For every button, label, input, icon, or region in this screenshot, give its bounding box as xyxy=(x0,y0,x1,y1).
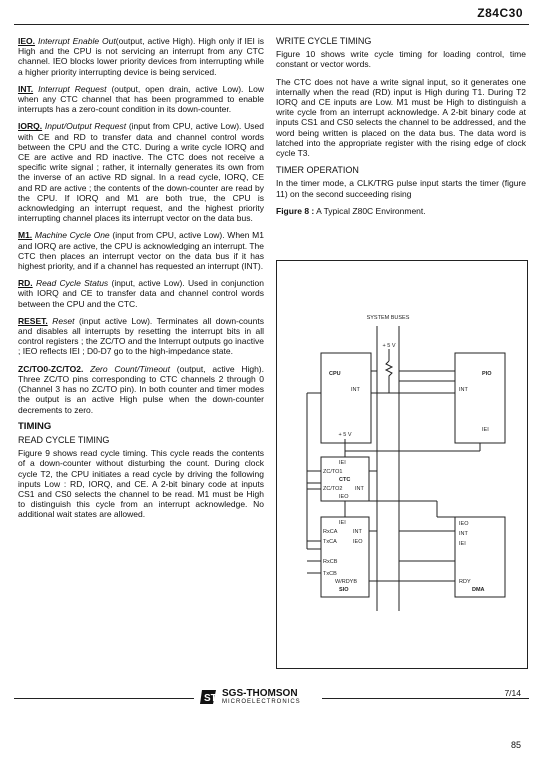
ctc-int-label: INT xyxy=(355,486,364,492)
company-logo xyxy=(200,688,330,712)
header-rule xyxy=(14,24,529,25)
write-cycle-p2: The CTC does not have a write signal input, so it generates one internally when the read (RD) input is High during T1. During T2 IORQ and CE inputs are Low. M1 must be High to distinguish a write cycle from an interrupt acknowledge. A 2-bit binary code at inputs CS1 and CS0 selects the channel to be addressed, and the word being written is placed on the data bus. The data word is latched into the appropriate register with the rising edge of clock cycle T3. xyxy=(276,76,526,159)
pin-desc-m1 xyxy=(18,230,264,271)
figure-title: A Typical Z80C Environment. xyxy=(316,205,426,216)
sio-txca-label: TxCA xyxy=(323,539,337,545)
term: ZC/TO0-ZC/TO2. xyxy=(18,363,84,374)
right-column xyxy=(276,36,526,220)
subsection-heading-timer: TIMER OPERATION xyxy=(276,165,359,176)
ctc-label: CTC xyxy=(339,477,351,483)
page-fraction: 7/14 xyxy=(504,688,521,698)
term: RESET. xyxy=(18,315,48,326)
svg-text:ST: ST xyxy=(204,693,217,704)
pin-desc-rd xyxy=(18,278,264,309)
pin-desc-body: (input active Low). Terminates all down-counts and disables all interrupts by resetting the interrupt bits in all control registers ; the ZC/TO and the Interrupt outputs go inactive ; IEO reflects IEI ; D0-D7 go to the high-impedance state. xyxy=(18,315,264,357)
ctc-iei-label: IEI xyxy=(339,460,346,466)
ctc-zcto2-label: ZC/TO2 xyxy=(323,486,343,492)
cpu-int-label: INT xyxy=(351,387,360,393)
pin-desc-body: (input, active Low). Used in conjunction with IORQ and CE to transfer data and channel control words between the CPU and the CTC. xyxy=(18,278,264,309)
sio-iei-label: IEI xyxy=(339,520,346,526)
document-title: Z84C30 xyxy=(477,6,523,20)
footer-rule xyxy=(14,698,194,699)
sio-wrdy-label: W/RDYB xyxy=(335,579,357,585)
dma-int-label: INT xyxy=(459,531,468,537)
pin-desc-body: (output, open drain, active Low). Low when any CTC channel that has been programmed to enable interrupts has a zero-count condition in its down-counter. xyxy=(18,83,264,115)
sio-txcb-label: TxCB xyxy=(323,571,337,577)
pin-desc-zcto xyxy=(18,364,264,415)
cpu-label: CPU xyxy=(329,371,341,377)
pin-desc-reset xyxy=(18,316,264,357)
term: IORQ. xyxy=(18,121,43,132)
subsection-heading-write-cycle: WRITE CYCLE TIMING xyxy=(276,36,372,46)
section-heading-timing: TIMING xyxy=(18,420,52,432)
term: RD. xyxy=(18,278,33,289)
block-diagram xyxy=(277,261,527,668)
term-desc: Zero Count/Timeout xyxy=(90,363,171,374)
term: IEO. xyxy=(18,36,36,46)
dma-label: DMA xyxy=(472,587,485,593)
logo-subtitle: MICROELECTRONICS xyxy=(222,699,301,705)
page-number: 85 xyxy=(510,740,521,750)
st-logo-icon xyxy=(200,688,218,706)
sio-ieo-label: IEO xyxy=(353,539,363,545)
pin-desc-body: (input from CPU, active Low). Used with CE and RD to transfer data and channel control words between the CPU and the CTC. During a write cycle IORQ and CE are active and RD inactive. The CTC does not receive a specific write signal ; rather, it internally generates its own from the inverse of an active RD signal. In a read cycle, IORQ, CE and RD are active ; the contents of the down-counter are read by the CPU. If IORQ and M1 are both true, the CPU is acknowledging an interrupt request, and the highest priority interrupting channel places its interrupt vector on the data bus. xyxy=(18,121,264,224)
read-cycle-text: Figure 9 shows read cycle timing. This cycle reads the contents of a down-counter without disturbing the count. During clock cycle T2, the CPU initiates a read cycle by driving the following inputs Low : RD, IORQ, and CE. A 2-bit binary code at inputs CS1 and CS0 selects the channel to be read. M1 must be High to distinguish this cycle from an interrupt acknowledge. No additional wait states are allowed. xyxy=(18,448,264,520)
pio-iei-label: IEI xyxy=(482,427,489,433)
pio-label: PIO xyxy=(482,371,492,377)
dma-rdy-label: RDY xyxy=(459,579,471,585)
term: M1. xyxy=(18,230,33,241)
figure-caption xyxy=(276,206,526,216)
pin-desc-body: (output, active High). Three ZC/TO pins corresponding to CTC channels 2 through 0 (Channel 3 has no ZC/TO pin). In both counter and timer modes the output is an active High pulse when the down-counter decrements to zero. xyxy=(18,363,264,415)
term-desc: Read Cycle Status xyxy=(35,278,109,289)
dma-iei-label: IEI xyxy=(459,541,466,547)
plus-5v-label: + 5 V xyxy=(338,432,352,438)
pin-desc-iorq xyxy=(18,121,264,223)
pin-desc-ieo xyxy=(18,36,264,77)
figure-label: Figure 8 : xyxy=(276,205,315,216)
ctc-ieo-label: IEO xyxy=(339,494,349,500)
pin-desc-body: (input from CPU, active Low). When M1 and IORQ are active, the CPU is acknowledging an interrupt. The CTC then places an interrupt vector on the data bus if it has highest priority, and if a channel has requested an interrupt (INT). xyxy=(18,230,264,272)
term-desc: Input/Output Request xyxy=(44,121,127,132)
pio-int-label: INT xyxy=(459,387,468,393)
pin-desc-int xyxy=(18,84,264,115)
term-desc: Interrupt Request xyxy=(38,83,107,94)
timer-operation-text: In the timer mode, a CLK/TRG pulse input starts the timer (figure 11) on the second succeeding rising xyxy=(276,178,526,199)
dma-ieo-label: IEO xyxy=(459,521,469,527)
sio-rxcb-label: RxCB xyxy=(323,559,338,565)
footer-rule xyxy=(322,698,529,699)
term-desc: Reset xyxy=(52,315,75,326)
sio-label: SIO xyxy=(339,587,349,593)
system-buses-label: SYSTEM BUSES xyxy=(366,315,410,321)
figure-z80c-environment xyxy=(276,260,528,669)
term-desc: Interrupt Enable Out xyxy=(37,36,116,46)
logo-name: SGS-THOMSON xyxy=(222,688,298,699)
write-cycle-p1: Figure 10 shows write cycle timing for loading control, time constant or vector words. xyxy=(276,49,526,70)
sio-rxca-label: RxCA xyxy=(323,529,338,535)
plus-5v-label: + 5 V xyxy=(382,343,396,349)
term: INT. xyxy=(18,83,34,94)
ctc-zcto1-label: ZC/TO1 xyxy=(323,469,343,475)
left-column xyxy=(18,36,264,527)
sio-int-label: INT xyxy=(353,529,362,535)
subsection-heading-read-cycle: READ CYCLE TIMING xyxy=(18,434,110,445)
term-desc: Machine Cycle One xyxy=(34,230,110,241)
pin-desc-body: (output, active High). High only if IEI is High and the CPU is not servicing an interrupt from any CTC channel. IEO blocks lower priority devices from interrupting while a higher priority interrupting device is being serviced. xyxy=(18,36,265,77)
